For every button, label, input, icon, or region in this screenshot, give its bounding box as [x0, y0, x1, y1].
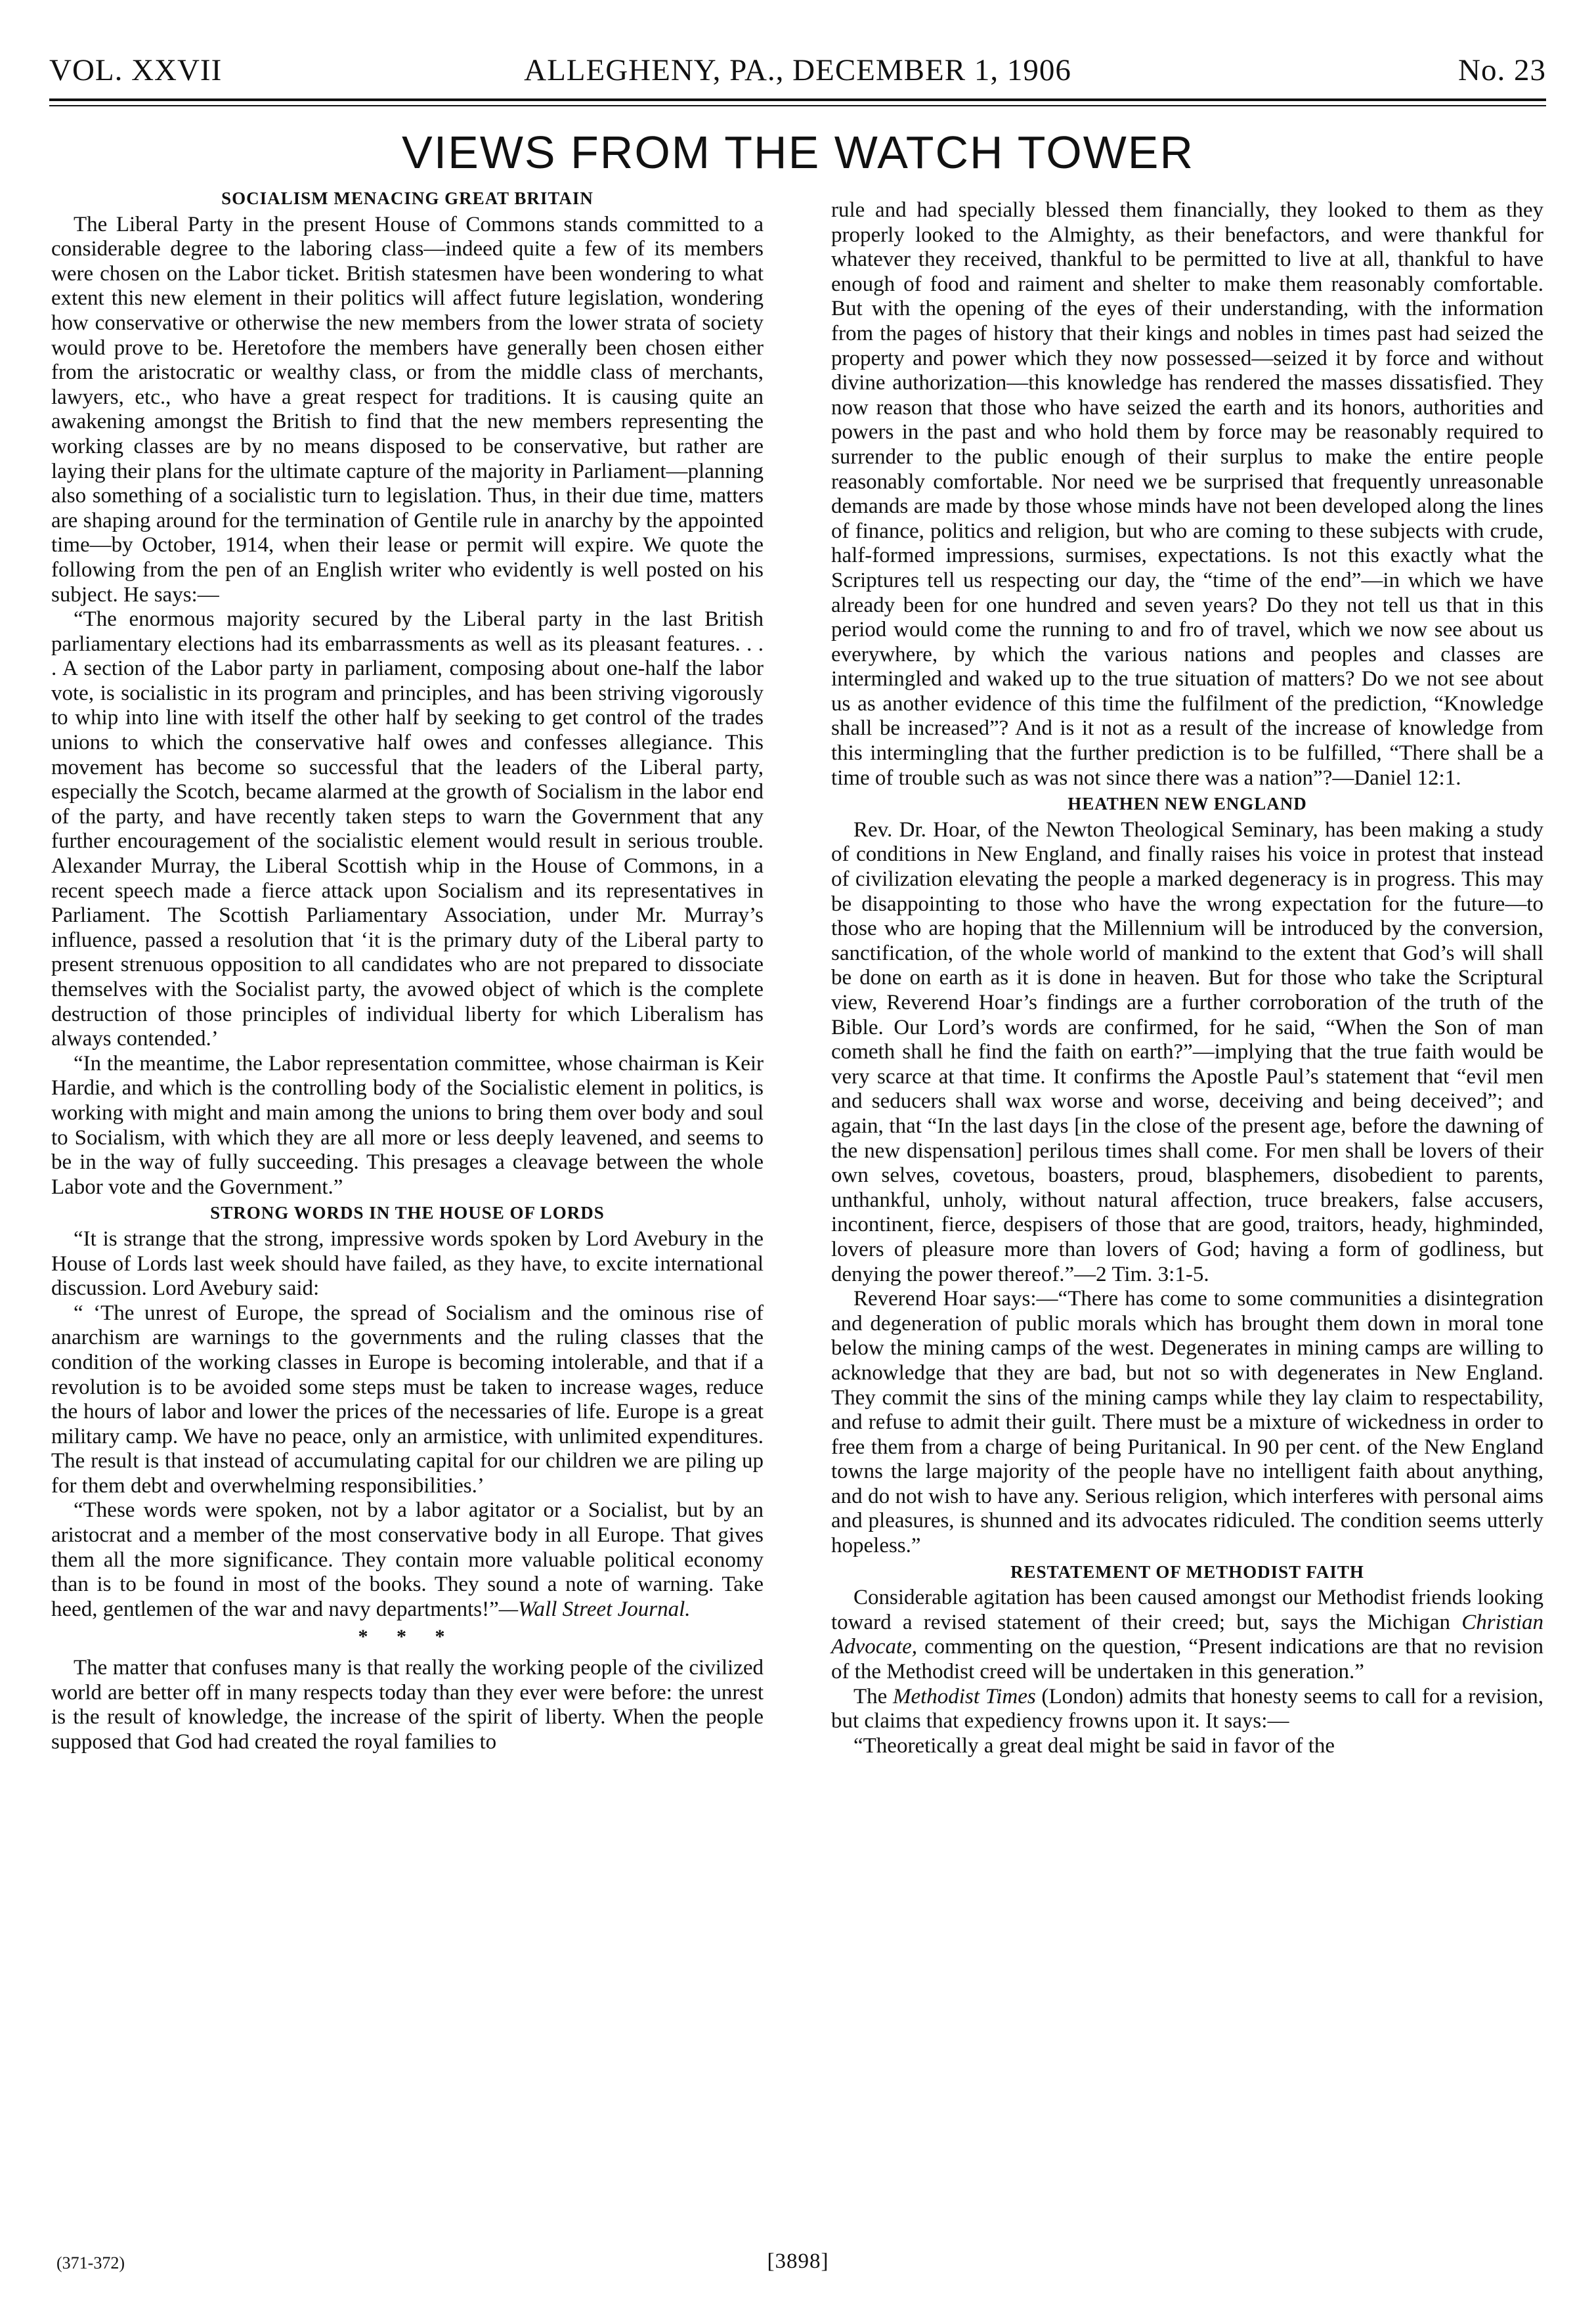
quote-text: “These words were spoken, not by a labor agitator or a Socialist, but by an aristocrat and a member of the most conservative body in all Europe. That gives them all the more significance. They contain more valuable political economy than is to be found in most of the books. They sound a note of warning. Take heed, gentlemen of the war and navy departments!”: [51, 1498, 764, 1621]
page-title: VIEWS FROM THE WATCH TOWER: [402, 127, 1194, 178]
quote-paragraph: “The enormous majority secured by the Liberal party in the last British parliamentary elections had its embarrassments as well as its pleasant features. . . . A section of the Labor party in parliament, composing about one-half the labor vote, is socialistic in its program and principles, and has been striving vigorously to whip into line with itself the other half by seeking to get control of the trades unions to which the conservative half owes and confesses allegiance. This movement has become so successful that the leaders of the Liberal party, especially the Scotch, became alarmed at the growth of Socialism in the labor end of the party, and have recently taken steps to warn the Government that any further encouragement of the socialistic element would result in serious trouble. Alexander Murray, the Liberal Scottish whip in the House of Commons, in a recent speech made a fierce attack upon Socialism and its representatives in Parliament. The Scottish Parliamentary Association, under Mr. Murray’s influence, passed a resolution that ‘it is the primary duty of the Liberal party to present strenuous opposition to all candidates who are not prepared to dissociate themselves with the Socialist party, the avowed object of which is the complete destruction of those principles of individual liberty for which Liberalism has always contended.’: [51, 607, 764, 1051]
section-heading-lords: STRONG WORDS IN THE HOUSE OF LORDS: [210, 1203, 605, 1223]
text-run: The: [853, 1684, 893, 1708]
paragraph: The Liberal Party in the present House of Commons stands committed to a considerable degree to the laboring class—indeed quite a few of its members were chosen on the Labor ticket. British statesmen have been wondering to what extent this new element in their politics will affect future legislation, wondering how conservative or otherwise the new members from the lower strata of society would prove to be. Heretofore the members have generally been chosen either from the aristocratic or wealthy class, or from the middle class of merchants, lawyers, etc., who have a great respect for traditions. It is causing quite an awakening amongst the British to find that the new members representing the working classes are by no means disposed to be conservative, but rather are laying their plans for the ultimate capture of the majority in Parliament—planning also something of a socialistic turn to legislation. Thus, in their due time, matters are shaping around for the termination of Gentile rule in anarchy by the appointed time—by October, 1914, when their lease or permit will expire. We quote the following from the pen of an English writer who evidently is well posted on his subject. He says:—: [51, 212, 764, 607]
section-heading-new-england: HEATHEN NEW ENGLAND: [1068, 794, 1307, 814]
volume-number: VOL. XXVII: [49, 53, 223, 87]
publication-name: Methodist Times: [893, 1684, 1036, 1708]
header-rule-thick: [49, 98, 1546, 101]
quote-paragraph: “Theoretically a great deal might be said in favor of the: [853, 1733, 1335, 1758]
paragraph: rule and had specially blessed them financially, they looked to them as they properly looked to the Almighty, as their benefactors, and were thankful for whatever they received, thankful to be permitted to live at all, thankful to have enough of food and raiment and shelter to make them reasonably comfortable. But with the opening of the eyes of their understanding, with the information from the pages of history that their kings and nobles in times past had seized the property and power which they now possessed—seized it by force and without divine authorization—this knowledge has rendered the masses dissatisfied. They now reason that those who have seized the earth and its honors, authorities and powers in the past and who hold them by force may be reasonably required to surrender to the public enough of their surplus to make the entire people reasonably comfortable. Nor need we be surprised that frequently unreasonable demands are made by those whose minds have not been developed along the lines of finance, politics and religion, but who are coming to these subjects with crude, half-formed impressions, surmises, expectations. Is not this exactly what the Scriptures tell us respecting our day, the “time of the end”—in which we have already been for one hundred and seven years? Do they not tell us that in this period would come the running to and fro of travel, which we now see about us everywhere, by which the various nations and peoples and classes are intermingled and waked up to the true situation of matters? Do we not see about us as another evidence of this time the fulfilment of the prediction, “Knowledge shall be increased”? And is it not as a result of the increase of knowledge from this intermingling that the further prediction is to be fulfilled, “There shall be a time of trouble such as was not since there was a nation”?—Daniel 12:1.: [831, 198, 1543, 790]
section-heading-methodist: RESTATEMENT OF METHODIST FAITH: [1010, 1561, 1364, 1582]
section-separator: * * *: [358, 1626, 457, 1648]
paragraph: [831, 1586, 1543, 1684]
quote-source: —Wall Street Journal.: [498, 1597, 691, 1621]
paragraph: The matter that confuses many is that really the working people of the civilized world are better off in many respects today than they ever were before: the unrest is the result of knowledge, the increase of the spirit of liberty. When the people supposed that God had created the royal families to: [51, 1656, 764, 1754]
page-range: (371-372): [56, 2253, 125, 2272]
quote-paragraph: [51, 1498, 764, 1622]
quote-paragraph: “ ‘The unrest of Europe, the spread of Socialism and the ominous rise of anarchism are warnings to the governments and the ruling classes that the condition of the working classes in Europe is becoming intolerable, and that if a revolution is to be avoided some steps must be taken to increase wages, reduce the hours of labor and lower the prices of the necessaries of life. Europe is a great military camp. We have no peace, only an armistice, with unlimited expenditures. The result is that instead of accumulating capital for our children we are piling up for them debt and overwhelming responsibilities.’: [51, 1301, 764, 1498]
quote-paragraph: “It is strange that the strong, impressive words spoken by Lord Avebury in the House of Lords last week should have failed, as they have, to excite international discussion. Lord Avebury said:: [51, 1227, 764, 1301]
place-and-date: ALLEGHENY, PA., DECEMBER 1, 1906: [524, 53, 1071, 87]
paragraph: [831, 1685, 1543, 1734]
page-number: [3898]: [767, 2249, 829, 2273]
issue-number: No. 23: [1458, 53, 1546, 87]
text-run: commenting on the question, “Present indications are that no revision of the Methodist creed will be undertaken in this generation.”: [831, 1635, 1543, 1684]
quote-paragraph: “In the meantime, the Labor representation committee, whose chairman is Keir Hardie, and which is the controlling body of the Socialistic element in politics, is working with might and main among the unions to bring them over body and soul to Socialism, with which they are all more or less deeply leavened, and seems to be in the way of fully succeeding. This presages a cleavage between the whole Labor vote and the Government.”: [51, 1051, 764, 1199]
publication-name: Christian Advocate,: [831, 1610, 1543, 1659]
left-column: [51, 185, 764, 1754]
text-run: Considerable agitation has been caused amongst our Methodist friends looking toward a revised statement of their creed; but, says the Michigan: [831, 1586, 1543, 1634]
header-rule-thin: [49, 105, 1546, 106]
masthead: [49, 41, 1546, 93]
text-run: (London) admits that honesty seems to call for a revision, but claims that expediency frowns upon it. It says:—: [831, 1684, 1543, 1733]
paragraph: Reverend Hoar says:—“There has come to some communities a disintegration and degeneration of public morals which has brought them down in moral tone below the mining camps of the west. Degenerates in mining camps are willing to acknowledge that they are bad, but not so with degenerates in New England. They commit the sins of the mining camps while they lay claim to respectability, and refuse to admit their guilt. There must be a mixture of wickedness in order to free them from a charge of being Puritanical. In 90 per cent. of the New England towns the large majority of the people have no intelligent faith about anything, and do not wish to have any. Serious religion, which interferes with personal aims and pleasures, is shunned and its advocates ridiculed. The condition seems utterly hopeless.”: [831, 1287, 1543, 1558]
right-column: [831, 198, 1543, 1758]
section-heading-socialism: SOCIALISM MENACING GREAT BRITAIN: [221, 188, 593, 208]
paragraph: Rev. Dr. Hoar, of the Newton Theological Seminary, has been making a study of conditions in New England, and finally raises his voice in protest that instead of civilization elevating the people a marked degeneracy is in progress. This may be disappointing to those who have the wrong expectation for the future—to those who are hoping that the Millennium will be introduced by the conversion, sanctification, of the whole world of mankind to the extent that God’s will shall be done on earth as it is done in heaven. But for those who take the Scriptural view, Reverend Hoar’s findings are a further corroboration of the truth of the Bible. Our Lord’s words are confirmed, for he said, “When the Son of man cometh shall he find the faith on earth?”—implying that the true faith would be very scarce at that time. It confirms the Apostle Paul’s statement that “evil men and seducers shall wax worse and worse, deceiving and being deceived”; and again, that “In the last days [in the close of the present age, before the dawning of the new dispensation] perilous times shall come. For men shall be lovers of their own selves, covetous, boasters, proud, blasphemers, disobedient to parents, unthankful, unholy, without natural affection, truce breakers, false accusers, incontinent, fierce, despisers of those that are good, traitors, heady, highminded, lovers of pleasure more than lovers of God; having a form of godliness, but denying the power thereof.”—2 Tim. 3:1-5.: [831, 817, 1543, 1286]
